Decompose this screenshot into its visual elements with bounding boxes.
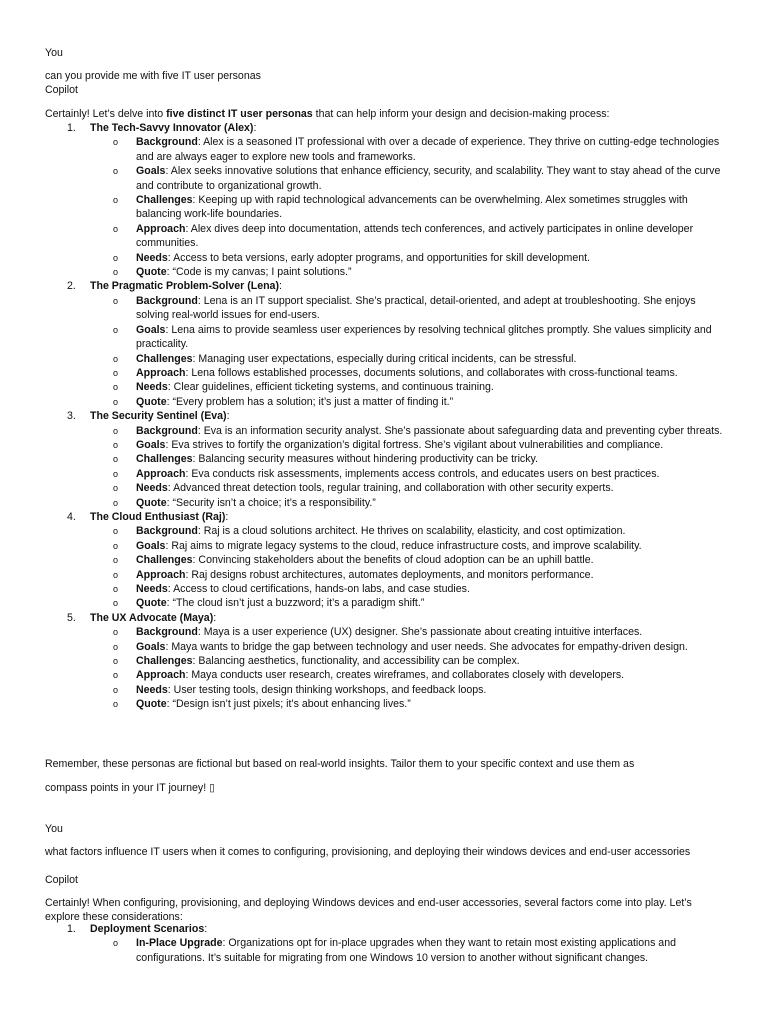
sub-bullet-item <box>113 936 728 965</box>
bullet-icon: o <box>113 295 119 306</box>
sub-item-label: Goals <box>136 438 166 451</box>
sub-item-label: Needs <box>136 251 168 264</box>
list-item-title <box>90 922 728 936</box>
bullet-icon: o <box>113 195 119 206</box>
sub-bullet-item <box>113 568 728 582</box>
sub-bullet-item <box>113 395 728 409</box>
persona-list <box>0 121 728 712</box>
list-item-title <box>90 409 728 423</box>
sub-bullet-item <box>113 193 728 222</box>
user-message: can you provide me with five IT user personas <box>45 70 261 82</box>
factor-item <box>0 922 728 965</box>
sub-bullet-item <box>113 481 728 495</box>
sub-bullet-item <box>113 596 728 610</box>
sub-item-label: Background <box>136 424 198 437</box>
sub-bullet-item <box>113 539 728 553</box>
sub-bullet-item <box>113 640 728 654</box>
sub-item-label: Needs <box>136 482 168 495</box>
sub-bullet-item <box>113 294 728 323</box>
list-item-title-text: The UX Advocate (Maya) <box>90 611 214 624</box>
bullet-icon: o <box>113 938 119 949</box>
assistant-label: Copilot <box>45 874 78 886</box>
bullet-icon: o <box>113 324 119 335</box>
intro-pre: Certainly! Let’s delve into <box>45 108 167 120</box>
list-item-title-text: The Security Sentinel (Eva) <box>90 410 227 423</box>
sub-bullet-item <box>113 496 728 510</box>
user-label: You <box>45 823 63 835</box>
bullet-icon: o <box>113 555 119 566</box>
bullet-icon: o <box>113 367 119 378</box>
factor-list <box>0 922 728 965</box>
sub-item-text: : “Security isn’t a choice; it’s a responsibility.” <box>166 496 376 509</box>
sub-bullet-item <box>113 697 728 711</box>
sub-item-label: Background <box>136 136 198 149</box>
sub-bullet-item <box>113 366 728 380</box>
sub-bullet-item <box>113 323 728 352</box>
sub-item-label: Approach <box>136 568 186 581</box>
bullet-icon: o <box>113 670 119 681</box>
sub-item-text: : “Every problem has a solution; it’s just a matter of finding it.” <box>166 395 454 408</box>
list-item-title-text: The Tech-Savvy Innovator (Alex) <box>90 122 254 134</box>
title-colon: : <box>278 280 282 293</box>
list-number: 4. <box>67 510 76 523</box>
persona-item <box>0 121 728 279</box>
sub-bullet-item <box>113 164 728 193</box>
title-colon: : <box>213 611 217 624</box>
sub-bullet-item <box>113 654 728 668</box>
sub-item-label: Background <box>136 294 198 307</box>
sub-item-label: Challenges <box>136 453 193 466</box>
sub-item-text: : Convincing stakeholders about the benefits of cloud adoption can be an uphill battle. <box>192 554 594 567</box>
list-item-title-text: The Pragmatic Problem-Solver (Lena) <box>90 280 279 293</box>
sub-item-text: : Alex is a seasoned IT professional with over a decade of experience. They thrive on cutting-edge technologies and are always eager to explore new tools and frameworks. <box>136 136 720 163</box>
sub-item-text: : Advanced threat detection tools, regular training, and collaboration with other security experts. <box>167 482 614 495</box>
bullet-icon: o <box>113 641 119 652</box>
bullet-icon: o <box>113 454 119 465</box>
sub-item-text: : Lena is an IT support specialist. She’s practical, detail-oriented, and adept at troubleshooting. She enjoys solving real-world issues for end-users. <box>136 294 696 322</box>
sub-item-label: Quote <box>136 266 167 279</box>
sub-item-label: Approach <box>136 366 186 379</box>
sub-item-label: Challenges <box>136 655 193 668</box>
bullet-icon: o <box>113 468 119 479</box>
sub-bullet-item <box>113 438 728 452</box>
sub-bullet-item <box>113 553 728 567</box>
bullet-icon: o <box>113 627 119 638</box>
list-number: 5. <box>67 611 76 624</box>
persona-item <box>0 611 728 712</box>
sub-item-label: Needs <box>136 381 168 394</box>
sub-item-label: Approach <box>136 467 186 480</box>
list-item-title <box>90 121 728 135</box>
sub-item-label: Approach <box>136 222 186 235</box>
intro-bold: five distinct IT user personas <box>166 108 313 120</box>
sub-bullet-item <box>113 582 728 596</box>
list-item-title <box>90 611 728 625</box>
sub-item-text: : Balancing aesthetics, functionality, and accessibility can be complex. <box>192 655 520 668</box>
sub-item-text: : Managing user expectations, especially during critical incidents, can be stressful. <box>192 352 577 365</box>
sub-bullet-item <box>113 625 728 639</box>
title-colon: : <box>226 410 230 423</box>
bullet-icon: o <box>113 656 119 667</box>
sub-item-text: : Alex seeks innovative solutions that enhance efficiency, security, and scalability. They want to stay ahead of the curve and contribute to organizational growth. <box>136 165 721 192</box>
sub-item-label: Approach <box>136 669 186 682</box>
sub-bullet-item <box>113 380 728 394</box>
title-colon: : <box>253 122 257 134</box>
user-label: You <box>45 47 63 59</box>
sub-bullet-item <box>113 668 728 682</box>
sub-item-label: Challenges <box>136 194 193 207</box>
sub-item-label: Challenges <box>136 352 193 365</box>
list-number: 1. <box>67 923 76 935</box>
user-message: what factors influence IT users when it comes to configuring, provisioning, and deploying their windows devices and end-user accessories <box>45 846 691 858</box>
sub-item-label: In-Place Upgrade <box>136 937 223 950</box>
sub-bullet-item <box>113 222 728 251</box>
bullet-icon: o <box>113 569 119 580</box>
list-item-title <box>90 279 728 293</box>
sub-item-label: Needs <box>136 683 168 696</box>
sub-bullet-item <box>113 135 728 164</box>
closing-line-1: Remember, these personas are fictional but based on real-world insights. Tailor them to your specific context and use them as <box>45 758 635 770</box>
title-colon: : <box>225 510 229 523</box>
persona-item <box>0 409 728 510</box>
sub-item-label: Goals <box>136 640 166 653</box>
assistant-intro <box>45 107 728 121</box>
sub-item-label: Challenges <box>136 554 193 567</box>
bullet-icon: o <box>113 598 119 609</box>
bullet-icon: o <box>113 425 119 436</box>
persona-item <box>0 510 728 611</box>
sub-item-text: : Maya wants to bridge the gap between technology and user needs. She advocates for empathy-driven design. <box>165 640 688 653</box>
sub-item-text: : Keeping up with rapid technological advancements can be overwhelming. Alex sometimes struggles with balancing work-life boundaries. <box>136 194 688 221</box>
list-item-title-text: The Cloud Enthusiast (Raj) <box>90 510 226 523</box>
sub-item-text: : Balancing security measures without hindering productivity can be tricky. <box>192 453 538 466</box>
list-number: 2. <box>67 280 76 293</box>
intro-post: that can help inform your design and decision-making process: <box>312 108 610 120</box>
sub-item-label: Quote <box>136 597 167 610</box>
bullet-icon: o <box>113 382 119 393</box>
sub-item-text: : Access to beta versions, early adopter programs, and opportunities for skill development. <box>167 251 590 264</box>
bullet-icon: o <box>113 684 119 695</box>
sub-bullet-item <box>113 524 728 538</box>
sub-item-text: : Eva is an information security analyst. She’s passionate about safeguarding data and preventing cyber threats. <box>197 424 723 437</box>
sub-item-text: : Lena aims to provide seamless user experiences by resolving technical glitches promptly. She values simplicity and practicality. <box>136 323 712 351</box>
sub-item-label: Quote <box>136 395 167 408</box>
sub-item-label: Goals <box>136 323 166 336</box>
assistant-intro: Certainly! When configuring, provisioning, and deploying Windows devices and end-user accessories, several factors come into play. Let’s explore these considerations: <box>45 897 692 924</box>
sub-bullet-item <box>113 467 728 481</box>
sub-item-text: : Eva conducts risk assessments, implements access controls, and educates users on best practices. <box>185 467 660 480</box>
closing-line-2: compass points in your IT journey! ▯ <box>45 782 215 794</box>
persona-item <box>0 279 728 409</box>
bullet-icon: o <box>113 353 119 364</box>
sub-item-text: : Raj aims to migrate legacy systems to the cloud, reduce infrastructure costs, and improve scalability. <box>165 539 642 552</box>
sub-bullet-item <box>113 452 728 466</box>
bullet-icon: o <box>113 699 119 710</box>
sub-item-label: Background <box>136 626 198 639</box>
sub-bullet-item <box>113 251 728 265</box>
sub-item-text: : Raj is a cloud solutions architect. He thrives on scalability, elasticity, and cost optimization. <box>197 525 626 538</box>
bullet-icon: o <box>113 439 119 450</box>
list-item-title-text: Deployment Scenarios <box>90 923 205 935</box>
sub-bullet-item <box>113 683 728 697</box>
sub-item-text: : Maya conducts user research, creates wireframes, and collaborates closely with developers. <box>185 669 625 682</box>
sub-item-label: Background <box>136 525 198 538</box>
sub-item-text: : Alex dives deep into documentation, attends tech conferences, and actively participates in online developer communities. <box>136 222 694 250</box>
list-number: 1. <box>67 122 76 134</box>
sub-bullet-item <box>113 265 728 279</box>
bullet-icon: o <box>113 166 119 177</box>
sub-item-label: Needs <box>136 583 168 595</box>
list-number: 3. <box>67 410 76 423</box>
sub-bullet-item <box>113 352 728 366</box>
sub-item-text: : Raj designs robust architectures, automates deployments, and monitors performance. <box>185 568 594 581</box>
bullet-icon: o <box>113 540 119 551</box>
sub-item-text: : Lena follows established processes, documents solutions, and collaborates with cross-functional teams. <box>185 366 678 379</box>
sub-item-text: : Clear guidelines, efficient ticketing systems, and continuous training. <box>167 381 494 394</box>
bullet-icon: o <box>113 223 119 234</box>
sub-bullet-item <box>113 424 728 438</box>
sub-item-label: Goals <box>136 539 166 552</box>
bullet-icon: o <box>113 396 119 407</box>
sub-item-text: : Maya is a user experience (UX) designer. She’s passionate about creating intuitive interfaces. <box>197 626 643 639</box>
sub-item-text: : “The cloud isn’t just a buzzword; it’s a paradigm shift.” <box>166 597 425 610</box>
bullet-icon: o <box>113 267 119 278</box>
bullet-icon: o <box>113 137 119 148</box>
sub-item-text: : Access to cloud certifications, hands-on labs, and case studies. <box>167 583 470 595</box>
bullet-icon: o <box>113 483 119 494</box>
bullet-icon: o <box>113 252 119 263</box>
assistant-label: Copilot <box>45 84 78 96</box>
sub-item-text: : Eva strives to fortify the organization’s digital fortress. She’s vigilant about vulnerabilities and compliance. <box>165 438 664 451</box>
bullet-icon: o <box>113 584 119 594</box>
list-item-title <box>90 510 728 524</box>
bullet-icon: o <box>113 497 119 508</box>
sub-item-text: : “Code is my canvas; I paint solutions.” <box>166 266 352 279</box>
bullet-icon: o <box>113 526 119 537</box>
sub-item-label: Quote <box>136 698 167 711</box>
sub-item-label: Goals <box>136 165 166 178</box>
sub-item-label: Quote <box>136 496 167 509</box>
sub-item-text: : Organizations opt for in-place upgrades when they want to retain most existing applications and configurations. It’s suitable for migrating from one Windows 10 version to another without significant changes. <box>136 937 676 964</box>
sub-item-text: : User testing tools, design thinking workshops, and feedback loops. <box>167 683 487 696</box>
title-colon: : <box>204 923 208 935</box>
sub-item-text: : “Design isn’t just pixels; it’s about enhancing lives.” <box>166 698 411 711</box>
